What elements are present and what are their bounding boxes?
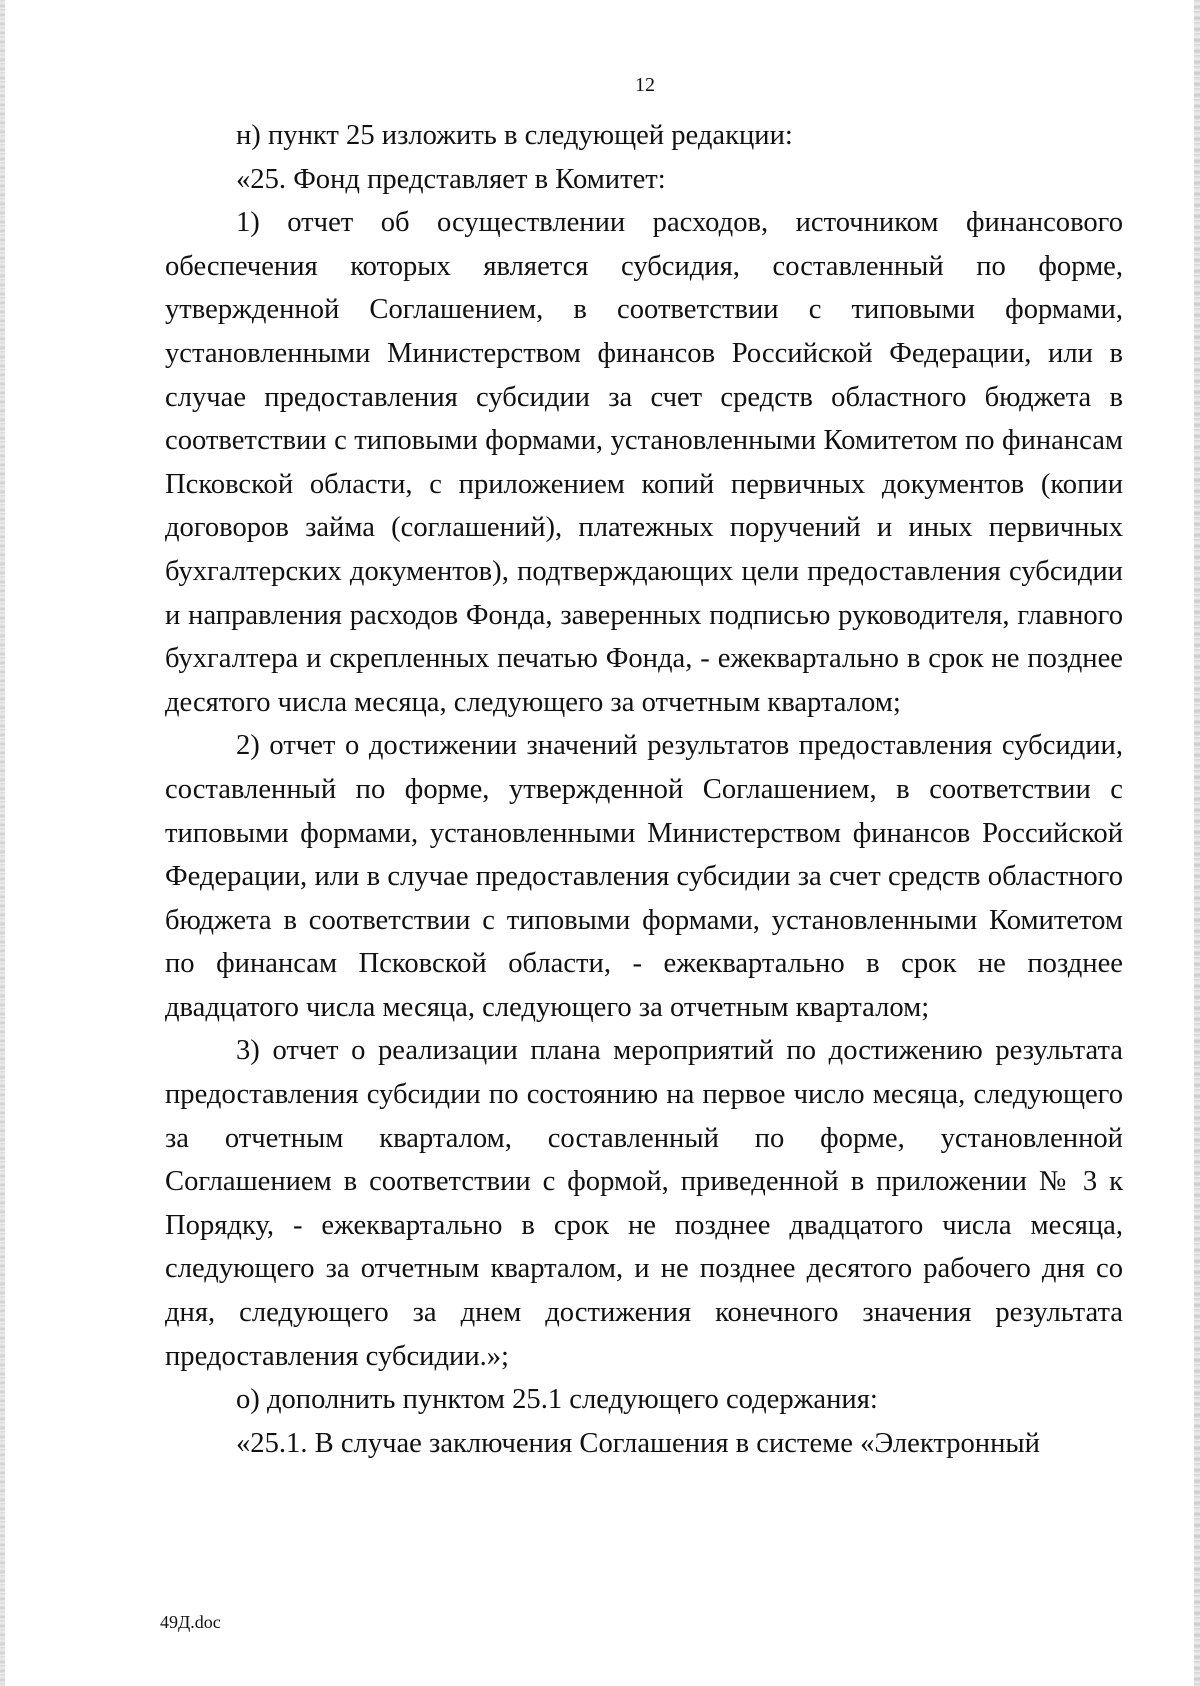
- scan-edge-right: [1194, 0, 1200, 1686]
- page-number: 12: [635, 74, 655, 96]
- paragraph-clause-25-heading: «25. Фонд представляет в Комитет:: [236, 163, 666, 195]
- paragraph-item-o: о) дополнить пунктом 25.1 следующего содержания:: [236, 1384, 878, 1416]
- paragraph-item-n: н) пункт 25 изложить в следующей редакции:: [236, 120, 793, 151]
- document-text: [165, 114, 1123, 1465]
- paragraph-subitem-1: 1) отчет об осуществлении расходов, источником финансового обеспечения которых является субсидия, составленный по форме, утвержденной Соглашением, в соответствии с типовыми формами, установленными Министерством финансов Российской Федерации, или в случае предоставления субсидии за счет средств областного бюджета в соответствии с типовыми формами, установленными Комитетом по финансам Псковской области, с приложением копий первичных документов (копии договоров займа (соглашений), платежных поручений и иных первичных бухгалтерских документов), подтверждающих цели предоставления субсидии и направления расходов Фонда, заверенных подписью руководителя, главного бухгалтера и скрепленных печатью Фонда, - ежеквартально в срок не позднее десятого числа месяца, следующего за отчетным кварталом;: [165, 207, 1123, 718]
- paragraph-clause-25-1: «25.1. В случае заключения Соглашения в системе «Электронный: [236, 1427, 1040, 1459]
- footer-filename: 49Д.doc: [160, 1612, 221, 1632]
- paragraph-subitem-3: 3) отчет о реализации плана мероприятий по достижению результата предоставления субсидии по состоянию на первое число месяца, следующего за отчетным кварталом, составленный по форме, установленной Соглашением в соответствии с формой, приведенной в приложении № 3 к Порядку, - ежеквартально в срок не позднее двадцатого числа месяца, следующего за отчетным кварталом, и не позднее десятого рабочего дня со дня, следующего за днем достижения конечного значения результата предоставления субсидии.»;: [165, 1035, 1123, 1372]
- scan-edge-left: [0, 0, 5, 1686]
- paragraph-subitem-2: 2) отчет о достижении значений результатов предоставления субсидии, составленный по форме, утвержденной Соглашением, в соответствии с типовыми формами, установленными Министерством финансов Российской Федерации, или в случае предоставления субсидии за счет средств областного бюджета в соответствии с типовыми формами, установленными Комитетом по финансам Псковской области, - ежеквартально в срок не позднее двадцатого числа месяца, следующего за отчетным кварталом;: [165, 730, 1123, 1023]
